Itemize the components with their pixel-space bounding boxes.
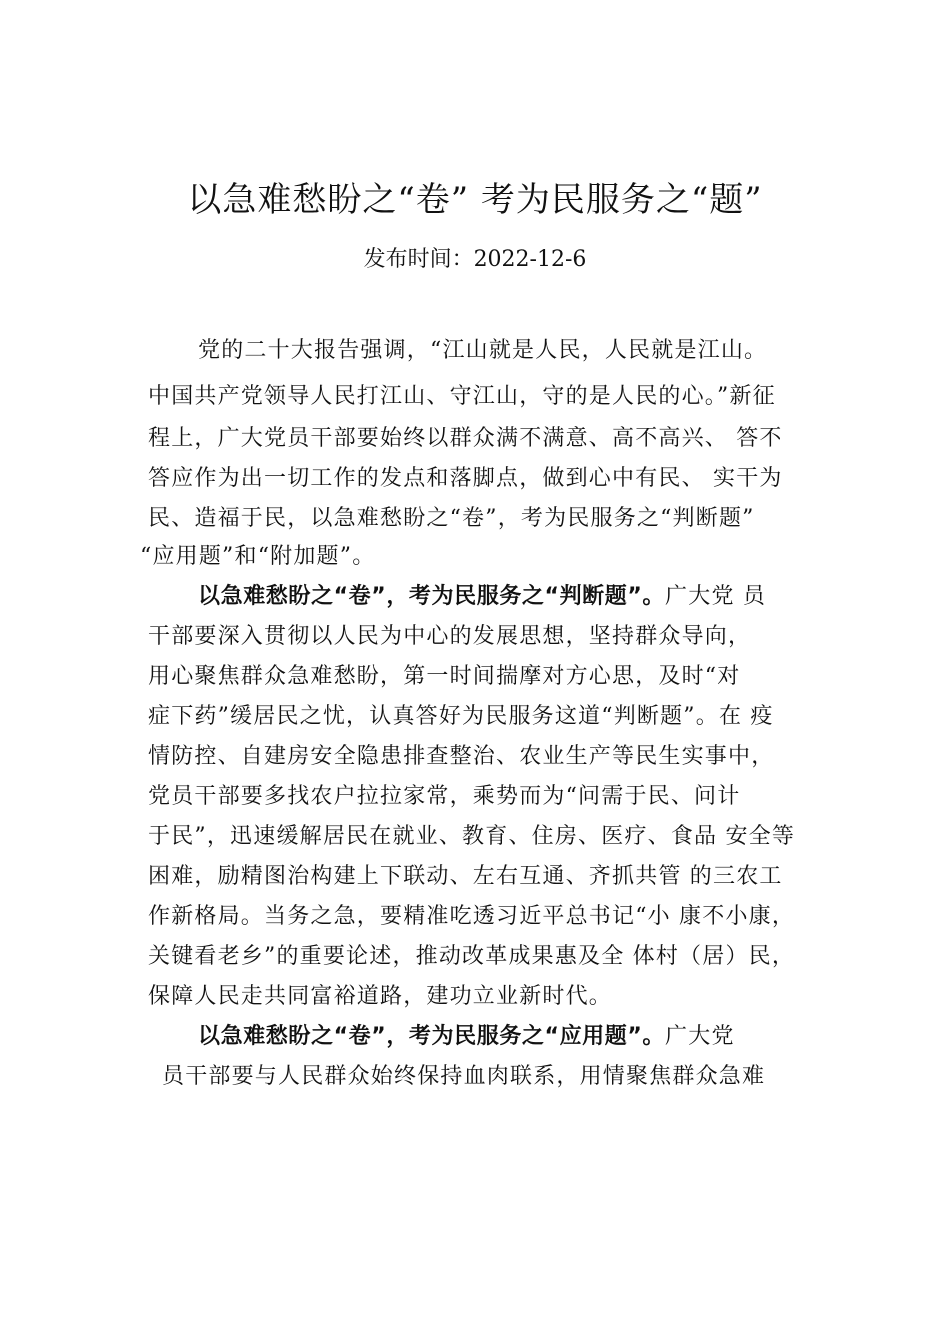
paragraph-2-line-1	[198, 582, 766, 612]
document-title: 以急难愁盼之“卷” 考为民服务之“题”	[187, 180, 763, 220]
paragraph-3-heading: 以急难愁盼之“卷”，考为民服务之“应用题”。	[198, 1024, 666, 1049]
paragraph-2-heading: 以急难愁盼之“卷”，考为民服务之“判断题”。	[198, 584, 666, 609]
paragraph-2-line-3: 用心聚焦群众急难愁盼，第一时间揣摩对方心思，及时“对	[148, 664, 741, 689]
paragraph-1-line-5: 民、造福于民，以急难愁盼之“卷”，考为民服务之“判断题”	[148, 506, 755, 531]
paragraph-2-line-9: 作新格局。当务之急，要精准吃透习近平总书记“小 康不小康，	[148, 904, 796, 929]
paragraph-1-line-6: “应用题”和“附加题”。	[140, 544, 376, 569]
paragraph-2-line-4: 症下药”缓居民之忧，认真答好为民服务这道“判断题”。在 疫	[148, 704, 774, 729]
paragraph-2-line-8: 困难，励精图治构建上下联动、左右互通、齐抓共管 的三农工	[148, 864, 783, 889]
publish-date: 发布时间：2022-12-6	[363, 247, 587, 272]
paragraph-3-line-2: 员干部要与人民群众始终保持血肉联系，用情聚焦群众急难	[162, 1064, 766, 1089]
paragraph-1-line-3: 程上，广大党员干部要始终以群众满不满意、高不高兴、 答不	[148, 426, 783, 451]
paragraph-2-line-6: 党员干部要多找农户拉拉家常，乘势而为“问需于民、问计	[148, 784, 741, 809]
paragraph-2-line-7: 于民”，迅速缓解居民在就业、教育、住房、医疗、食品 安全等	[148, 824, 796, 849]
paragraph-2-line-1-text: 广大党 员	[665, 584, 767, 609]
paragraph-1-line-4: 答应作为出一切工作的发点和落脚点，做到心中有民、 实干为	[148, 466, 783, 491]
paragraph-3-line-1-text: 广大党	[665, 1024, 735, 1049]
paragraph-2-line-11: 保障人民走共同富裕道路，建功立业新时代。	[148, 984, 613, 1009]
paragraph-1-line-1: 党的二十大报告强调，“江山就是人民，人民就是江山。	[198, 338, 768, 363]
paragraph-2-line-5: 情防控、自建房安全隐患排查整治、农业生产等民生实事中，	[148, 744, 775, 769]
paragraph-3-line-1	[198, 1022, 735, 1052]
paragraph-2-line-2: 干部要深入贯彻以人民为中心的发展思想，坚持群众导向，	[148, 624, 752, 649]
paragraph-1-line-2: 中国共产党领导人民打江山、守江山，守的是人民的心。”新征	[148, 384, 776, 409]
paragraph-2-line-10: 关键看老乡”的重要论述，推动改革成果惠及全 体村（居）民，	[148, 944, 796, 969]
